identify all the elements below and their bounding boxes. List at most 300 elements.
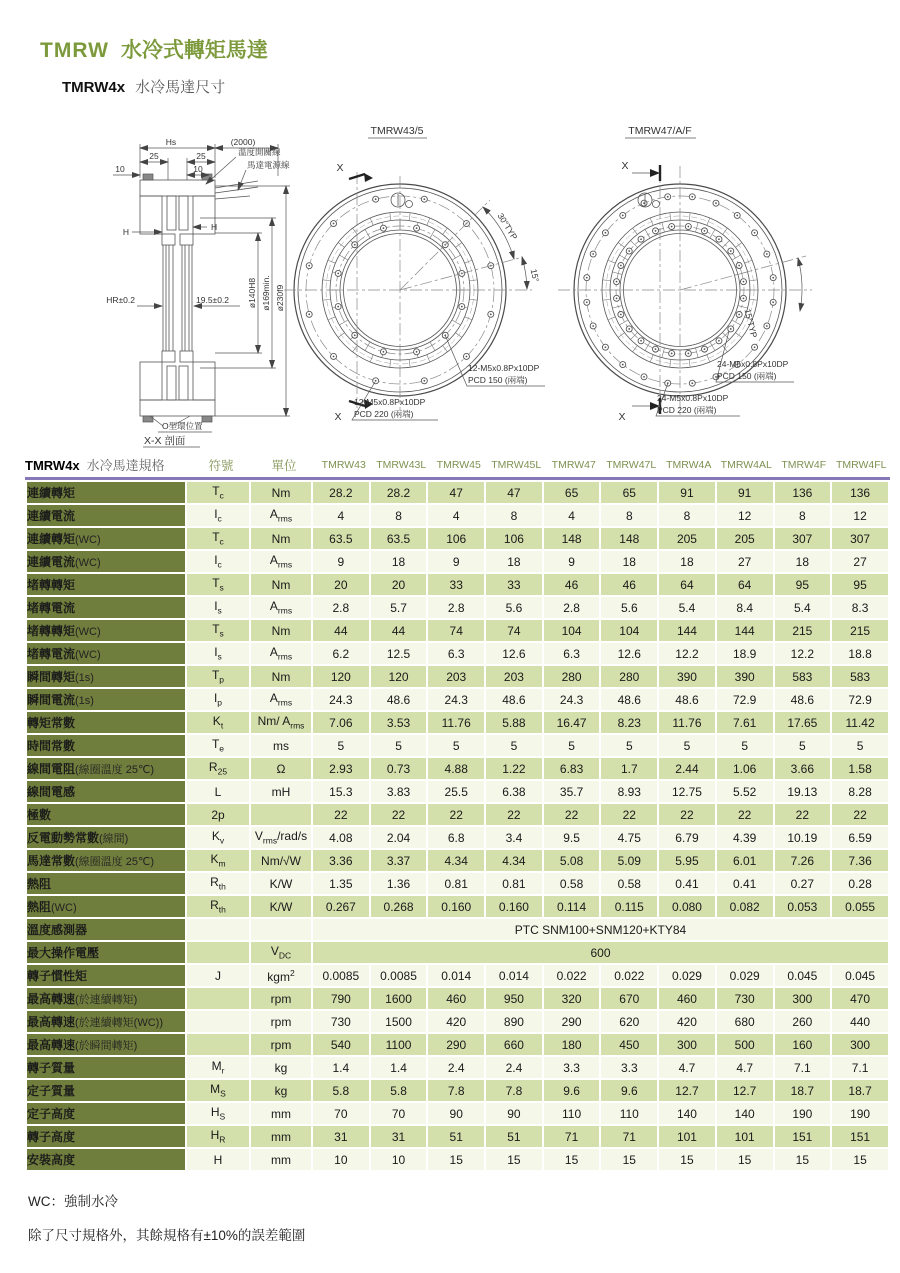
cell-span-value: PTC SNM100+SNM120+KTY84 (313, 919, 888, 940)
row-label: 最高轉速(於連續轉矩(WC)) (27, 1011, 185, 1032)
dim-h-left: H (122, 227, 130, 237)
cell-value: 950 (486, 988, 542, 1009)
table-row (27, 758, 888, 779)
cell-value: 33 (486, 574, 542, 595)
cell-value: 0.114 (544, 896, 600, 917)
cell-value: 790 (313, 988, 369, 1009)
cell-value: 5 (832, 735, 888, 756)
column-header-tmrw43: TMRW43 (321, 458, 366, 471)
cell-value: 110 (601, 1103, 657, 1124)
cell-value: 5 (601, 735, 657, 756)
front47-note2-line1: 24-M5x0.8Px10DP (657, 393, 729, 403)
cell-value: 63.5 (313, 528, 369, 549)
front43-note2-line1: 12-M5x0.8Px10DP (354, 397, 426, 407)
cell-value: 12.6 (486, 643, 542, 664)
cell-value: 48.6 (486, 689, 542, 710)
cell-value: 22 (601, 804, 657, 825)
cell-value: 12.75 (659, 781, 715, 802)
row-unit: mm (251, 1103, 311, 1124)
cell-value: 320 (544, 988, 600, 1009)
cell-value: 8.23 (601, 712, 657, 733)
cell-value: 5.52 (717, 781, 773, 802)
front43-angle-15: 15° (528, 268, 542, 283)
row-label: 極數 (27, 804, 185, 825)
cell-value: 3.3 (601, 1057, 657, 1078)
cell-value: 95 (775, 574, 831, 595)
row-symbol: $T_e$ (187, 735, 249, 756)
cell-value: 22 (832, 804, 888, 825)
cell-value: 5 (486, 735, 542, 756)
cell-value: 280 (601, 666, 657, 687)
cell-value: 4 (428, 505, 484, 526)
cell-value: 18 (775, 551, 831, 572)
cell-value: 5.08 (544, 850, 600, 871)
row-label: 轉矩常數 (27, 712, 185, 733)
cell-value: 65 (544, 482, 600, 503)
table-row (27, 873, 888, 894)
row-symbol: $I_c$ (187, 505, 249, 526)
dim-hs-label: Hs (165, 137, 177, 147)
cell-value: 110 (544, 1103, 600, 1124)
cell-value: 0.029 (717, 965, 773, 986)
table-row (27, 551, 888, 572)
cell-value: 27 (832, 551, 888, 572)
cell-value: 5.95 (659, 850, 715, 871)
page-subtitle (62, 76, 225, 97)
cell-value: 0.41 (717, 873, 773, 894)
cell-value: 5 (659, 735, 715, 756)
cell-value: 20 (313, 574, 369, 595)
cell-value: 4.08 (313, 827, 369, 848)
cell-value: 31 (313, 1126, 369, 1147)
table-row (27, 666, 888, 687)
cell-value: 3.37 (371, 850, 427, 871)
cell-value: 5 (717, 735, 773, 756)
cell-value: 190 (832, 1103, 888, 1124)
row-unit: $A_{rms}$ (251, 551, 311, 572)
cell-value: 70 (371, 1103, 427, 1124)
row-unit: mm (251, 1126, 311, 1147)
row-label: 熱阻 (27, 873, 185, 894)
front-view-43 (284, 125, 545, 423)
cell-value: 5.4 (775, 597, 831, 618)
cell-value: 148 (601, 528, 657, 549)
table-row (27, 827, 888, 848)
table-row (27, 1034, 888, 1055)
row-unit: Ω (251, 758, 311, 779)
cell-value: 9 (544, 551, 600, 572)
cell-value: 5.8 (371, 1080, 427, 1101)
cell-value: 307 (832, 528, 888, 549)
cell-value: 25.5 (428, 781, 484, 802)
row-symbol: $I_c$ (187, 551, 249, 572)
cell-value: 7.8 (428, 1080, 484, 1101)
cell-value: 24.3 (313, 689, 369, 710)
dim-10-left: 10 (115, 164, 125, 174)
cell-value: 0.81 (486, 873, 542, 894)
cell-value: 0.58 (544, 873, 600, 894)
row-symbol: $R_{25}$ (187, 758, 249, 779)
row-symbol (187, 919, 249, 940)
row-unit (251, 919, 311, 940)
row-unit: $A_{rms}$ (251, 505, 311, 526)
cell-value: 7.1 (775, 1057, 831, 1078)
cell-value: 8.4 (717, 597, 773, 618)
row-label: 溫度感測器 (27, 919, 185, 940)
dim-25-left: 25 (149, 151, 159, 161)
cell-value: 0.28 (832, 873, 888, 894)
cell-value: 90 (486, 1103, 542, 1124)
cell-value: 12.6 (601, 643, 657, 664)
cell-value: 5 (371, 735, 427, 756)
table-row (27, 850, 888, 871)
row-unit: $V_{rms}/rad/s$ (251, 827, 311, 848)
cell-value: 15 (717, 1149, 773, 1170)
wire-power-label: 馬達電源線 (247, 160, 290, 170)
row-symbol: L (187, 781, 249, 802)
cell-value: 15 (659, 1149, 715, 1170)
cell-value: 72.9 (717, 689, 773, 710)
row-label: 定子高度 (27, 1103, 185, 1124)
column-header-tmrw47: TMRW47 (551, 458, 596, 471)
cell-value: 33 (428, 574, 484, 595)
column-header-tmrw45: TMRW45 (436, 458, 481, 471)
table-row (27, 735, 888, 756)
table-row (27, 988, 888, 1009)
cell-value: 70 (313, 1103, 369, 1124)
cell-value: 22 (717, 804, 773, 825)
row-unit: mH (251, 781, 311, 802)
table-row (27, 643, 888, 664)
row-symbol: $T_c$ (187, 482, 249, 503)
cell-value: 160 (775, 1034, 831, 1055)
cell-value: 0.268 (371, 896, 427, 917)
table-row (27, 942, 888, 963)
cell-value: 95 (832, 574, 888, 595)
cell-value: 12 (832, 505, 888, 526)
cell-value: 11.76 (659, 712, 715, 733)
cell-value: 6.2 (313, 643, 369, 664)
cell-value: 5.6 (486, 597, 542, 618)
row-label: 瞬間轉矩(1s) (27, 666, 185, 687)
cell-value: 12.2 (659, 643, 715, 664)
row-unit: rpm (251, 1011, 311, 1032)
row-unit: ms (251, 735, 311, 756)
cell-value: 0.053 (775, 896, 831, 917)
front47-marker-bottom: X (618, 411, 626, 423)
cell-value: 144 (659, 620, 715, 641)
wire-temp-label: 溫度開關線 (238, 147, 281, 157)
cell-value: 4 (313, 505, 369, 526)
cell-value: 540 (313, 1034, 369, 1055)
row-label: 連續轉矩(WC) (27, 528, 185, 549)
cell-value: 106 (428, 528, 484, 549)
page-title-code: TMRW (40, 39, 109, 62)
row-label: 堵轉電流(WC) (27, 643, 185, 664)
column-header-tmrw4fl: TMRW4FL (835, 458, 887, 471)
cell-value: 2.4 (486, 1057, 542, 1078)
cell-value: 215 (832, 620, 888, 641)
cell-value: 0.73 (371, 758, 427, 779)
row-label: 堵轉轉矩(WC) (27, 620, 185, 641)
cell-value: 0.022 (601, 965, 657, 986)
dim-hr-label: HR±0.2 (106, 295, 135, 305)
cell-value: 4.88 (428, 758, 484, 779)
table-row (27, 804, 888, 825)
cell-value: 8 (601, 505, 657, 526)
cell-value: 101 (659, 1126, 715, 1147)
cell-value: 10.19 (775, 827, 831, 848)
cell-value: 22 (313, 804, 369, 825)
cell-value: 583 (832, 666, 888, 687)
table-title-text: 水冷馬達規格 (86, 458, 165, 473)
row-label: 連續電流 (27, 505, 185, 526)
cell-value: 0.0085 (371, 965, 427, 986)
cell-value: 18.9 (717, 643, 773, 664)
cell-value: 18.7 (775, 1080, 831, 1101)
dia-230-label: ø230f9 (275, 284, 285, 312)
cell-value: 101 (717, 1126, 773, 1147)
cell-value: 3.3 (544, 1057, 600, 1078)
row-unit: $A_{rms}$ (251, 689, 311, 710)
row-label: 馬達常數(線圈溫度 25℃) (27, 850, 185, 871)
cell-value: 390 (717, 666, 773, 687)
cell-value: 7.8 (486, 1080, 542, 1101)
cell-value: 440 (832, 1011, 888, 1032)
front43-note2-line2: PCD 220 (兩端) (354, 409, 414, 419)
cell-value: 1.7 (601, 758, 657, 779)
cell-value: 140 (717, 1103, 773, 1124)
cell-value: 215 (775, 620, 831, 641)
cell-value: 0.022 (544, 965, 600, 986)
front47-note1-line2: PCD 150 (兩端) (717, 371, 777, 381)
cell-value: 8.93 (601, 781, 657, 802)
cell-value: 20 (371, 574, 427, 595)
row-symbol: $M_r$ (187, 1057, 249, 1078)
cell-value: 7.26 (775, 850, 831, 871)
row-symbol: $H_S$ (187, 1103, 249, 1124)
cell-value: 9.5 (544, 827, 600, 848)
row-symbol: $I_s$ (187, 597, 249, 618)
row-unit: $A_{rms}$ (251, 597, 311, 618)
cell-value: 12.7 (659, 1080, 715, 1101)
cell-value: 17.65 (775, 712, 831, 733)
row-symbol: $T_s$ (187, 574, 249, 595)
cell-value: 280 (544, 666, 600, 687)
cell-value: 2.4 (428, 1057, 484, 1078)
cell-value: 5.88 (486, 712, 542, 733)
cell-value: 106 (486, 528, 542, 549)
cell-value: 4.34 (428, 850, 484, 871)
cell-value: 9 (313, 551, 369, 572)
cell-value: 48.6 (601, 689, 657, 710)
section-drawing (106, 137, 290, 447)
cell-value: 7.36 (832, 850, 888, 871)
row-symbol: H (187, 1149, 249, 1170)
cell-value: 1.06 (717, 758, 773, 779)
cell-value: 5.4 (659, 597, 715, 618)
cell-value: 2.44 (659, 758, 715, 779)
cell-value: 12.7 (717, 1080, 773, 1101)
section-caption: X-X 剖面 (144, 435, 186, 447)
cell-value: 290 (428, 1034, 484, 1055)
row-unit: rpm (251, 1034, 311, 1055)
row-label: 瞬間電流(1s) (27, 689, 185, 710)
spec-table-body (27, 482, 888, 1170)
table-row (27, 1149, 888, 1170)
cell-value: 148 (544, 528, 600, 549)
row-unit: kg (251, 1080, 311, 1101)
cell-value: 260 (775, 1011, 831, 1032)
column-header-tmrw4a: TMRW4A (666, 458, 712, 471)
table-row (27, 1103, 888, 1124)
front47-angle-typ: 15°TYP (742, 307, 760, 339)
cell-value: 7.06 (313, 712, 369, 733)
cell-value: 24.3 (428, 689, 484, 710)
row-label: 線間電阻(線圈溫度 25℃) (27, 758, 185, 779)
row-symbol (187, 1011, 249, 1032)
cell-value: 90 (428, 1103, 484, 1124)
cell-value: 18 (601, 551, 657, 572)
cell-value: 660 (486, 1034, 542, 1055)
cell-value: 203 (428, 666, 484, 687)
cell-value: 0.160 (428, 896, 484, 917)
cell-value: 6.3 (544, 643, 600, 664)
row-label: 轉子高度 (27, 1126, 185, 1147)
row-unit: Nm (251, 620, 311, 641)
row-unit: K/W (251, 896, 311, 917)
spec-table (25, 452, 890, 1172)
row-unit: Nm (251, 666, 311, 687)
cell-value: 71 (544, 1126, 600, 1147)
cell-value: 670 (601, 988, 657, 1009)
row-symbol: $I_p$ (187, 689, 249, 710)
cell-value: 12 (717, 505, 773, 526)
cell-value: 6.01 (717, 850, 773, 871)
cell-value: 0.014 (428, 965, 484, 986)
dim-195-label: 19.5±0.2 (196, 295, 230, 305)
row-symbol: 2p (187, 804, 249, 825)
cell-value: 0.58 (601, 873, 657, 894)
cell-value: 64 (659, 574, 715, 595)
front47-note2-line2: PCD 220 (兩端) (657, 405, 717, 415)
cell-value: 28.2 (313, 482, 369, 503)
cell-value: 10 (313, 1149, 369, 1170)
cell-value: 47 (486, 482, 542, 503)
row-unit: Nm/√W (251, 850, 311, 871)
cell-value: 0.082 (717, 896, 773, 917)
cell-value: 9 (428, 551, 484, 572)
cell-value: 151 (832, 1126, 888, 1147)
table-header-row (25, 452, 890, 477)
cell-value: 16.47 (544, 712, 600, 733)
row-label: 連續電流(WC) (27, 551, 185, 572)
row-label: 最高轉速(於連續轉矩) (27, 988, 185, 1009)
cell-value: 15 (544, 1149, 600, 1170)
cell-value: 0.27 (775, 873, 831, 894)
row-label: 定子質量 (27, 1080, 185, 1101)
cell-value: 450 (601, 1034, 657, 1055)
row-symbol: $K_t$ (187, 712, 249, 733)
cell-value: 6.59 (832, 827, 888, 848)
cell-value: 7.61 (717, 712, 773, 733)
cell-value: 48.6 (659, 689, 715, 710)
row-unit: Nm (251, 482, 311, 503)
cell-value: 0.0085 (313, 965, 369, 986)
dim-25-right: 25 (196, 151, 206, 161)
column-header-tmrw47l: TMRW47L (606, 458, 657, 471)
table-row (27, 528, 888, 549)
cell-value: 8 (775, 505, 831, 526)
cell-value: 65 (601, 482, 657, 503)
cell-value: 0.029 (659, 965, 715, 986)
cell-value: 28.2 (371, 482, 427, 503)
cell-value: 22 (659, 804, 715, 825)
row-unit: $V_{DC}$ (251, 942, 311, 963)
cell-value: 22 (544, 804, 600, 825)
cell-value: 11.76 (428, 712, 484, 733)
cell-value: 136 (775, 482, 831, 503)
cell-value: 1500 (371, 1011, 427, 1032)
cell-value: 2.8 (428, 597, 484, 618)
cell-value: 2.8 (313, 597, 369, 618)
cell-value: 15 (601, 1149, 657, 1170)
row-label: 連續轉矩 (27, 482, 185, 503)
row-symbol: $R_{th}$ (187, 896, 249, 917)
front43-angle-typ: 30°TYP (495, 211, 520, 242)
cell-value: 620 (601, 1011, 657, 1032)
cell-value: 190 (775, 1103, 831, 1124)
row-unit: rpm (251, 988, 311, 1009)
cell-value: 890 (486, 1011, 542, 1032)
cell-value: 680 (717, 1011, 773, 1032)
cell-value: 15 (486, 1149, 542, 1170)
cell-value: 5.09 (601, 850, 657, 871)
row-label: 堵轉電流 (27, 597, 185, 618)
cell-value: 104 (601, 620, 657, 641)
cell-value: 144 (717, 620, 773, 641)
cell-value: 18.8 (832, 643, 888, 664)
cell-value: 203 (486, 666, 542, 687)
row-unit: K/W (251, 873, 311, 894)
cell-value: 18 (486, 551, 542, 572)
cell-value: 0.055 (832, 896, 888, 917)
cell-value: 4.34 (486, 850, 542, 871)
front-view-47 (558, 125, 812, 423)
cell-value: 6.8 (428, 827, 484, 848)
table-row (27, 965, 888, 986)
model-headers (315, 459, 890, 471)
cell-value: 460 (428, 988, 484, 1009)
cell-value: 51 (486, 1126, 542, 1147)
row-label: 時間常數 (27, 735, 185, 756)
row-symbol: $T_c$ (187, 528, 249, 549)
cell-value: 15 (832, 1149, 888, 1170)
cell-value: 72.9 (832, 689, 888, 710)
table-row (27, 620, 888, 641)
row-symbol: $T_p$ (187, 666, 249, 687)
cell-value: 51 (428, 1126, 484, 1147)
row-symbol (187, 942, 249, 963)
cell-value: 48.6 (775, 689, 831, 710)
cell-value: 120 (371, 666, 427, 687)
front43-note1-line2: PCD 150 (兩端) (468, 375, 528, 385)
cell-value: 44 (371, 620, 427, 641)
cell-value: 4.75 (601, 827, 657, 848)
cell-value: 1.4 (371, 1057, 427, 1078)
cell-value: 730 (313, 1011, 369, 1032)
row-symbol: $I_s$ (187, 643, 249, 664)
